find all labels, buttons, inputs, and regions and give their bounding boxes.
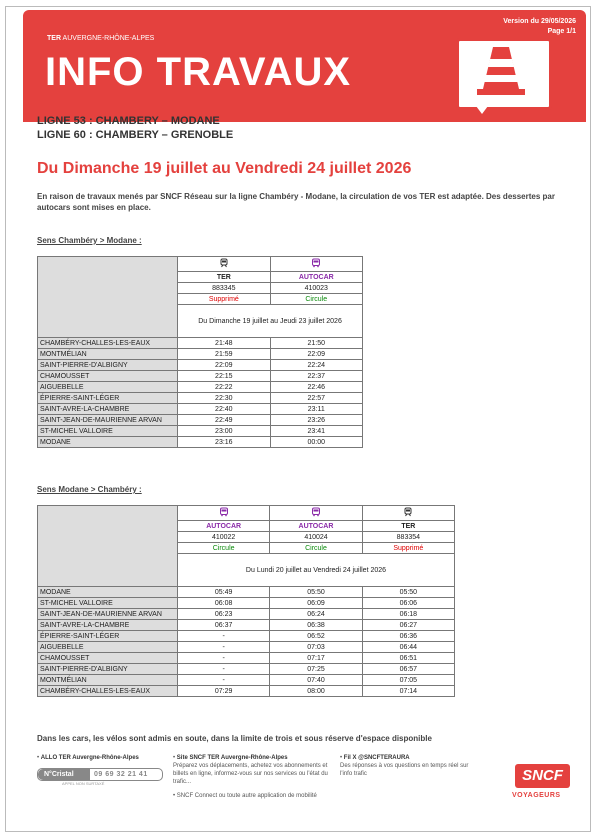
bike-note: Dans les cars, les vélos sont admis en soute, dans la limite de trois et sous réserve d'espace disponible — [37, 734, 432, 743]
brand-label: TER AUVERGNE-RHÔNE-ALPES — [47, 35, 155, 42]
station-name: SAINT-AVRE-LA-CHAMBRE — [38, 404, 178, 415]
cristal-number: N°Cristal 09 69 32 21 41 — [37, 768, 163, 781]
table-row — [38, 653, 455, 664]
time-cell: 07:14 — [362, 686, 454, 697]
time-cell: 05:49 — [177, 587, 269, 598]
time-cell: 05:50 — [362, 587, 454, 598]
time-cell: 06:52 — [270, 631, 362, 642]
train-number: 410022 — [177, 532, 269, 543]
site-info: • Site SNCF TER Auvergne-Rhône-Alpes Préparez vos déplacements, achetez vos abonnements et billets en ligne, informez-vous sur nos services ou l'état du trafic... • SNCF Connect ou toute autre application de mobilité — [173, 755, 328, 799]
line-60: LIGNE 60 : CHAMBERY – GRENOBLE — [37, 129, 234, 141]
station-name: ST-MICHEL VALLOIRE — [38, 598, 178, 609]
time-cell: 23:41 — [270, 426, 362, 437]
fil-info: • Fil X @SNCFTERAURA Des réponses à vos questions en temps réel sur l'info trafic — [340, 755, 469, 777]
column-mode: AUTOCAR — [177, 521, 269, 532]
page-title: INFO TRAVAUX — [45, 50, 352, 94]
allo-ter: • ALLO TER Auvergne-Rhône-Alpes — [37, 755, 139, 761]
phone-icon: N°Cristal — [38, 769, 90, 780]
bus-icon — [270, 257, 362, 272]
time-cell: - — [177, 675, 269, 686]
time-cell: 21:59 — [178, 349, 270, 360]
status-badge: Circule — [270, 543, 362, 554]
table-row — [38, 598, 455, 609]
time-cell: 22:37 — [270, 371, 362, 382]
time-cell: 23:16 — [178, 437, 270, 448]
time-cell: 06:09 — [270, 598, 362, 609]
status-badge: Circule — [270, 294, 362, 305]
table-row — [38, 404, 363, 415]
station-name: ÉPIERRE-SAINT-LÉGER — [38, 631, 178, 642]
time-cell: 23:26 — [270, 415, 362, 426]
station-name: CHAMOUSSET — [38, 653, 178, 664]
train-number: 883345 — [178, 283, 270, 294]
station-name: AIGUEBELLE — [38, 642, 178, 653]
fil-link[interactable]: Fil X @SNCFTERAURA — [343, 755, 410, 761]
time-cell: 22:15 — [178, 371, 270, 382]
time-cell: 00:00 — [270, 437, 362, 448]
time-cell: 21:50 — [270, 338, 362, 349]
station-name: SAINT-AVRE-LA-CHAMBRE — [38, 620, 178, 631]
train-icon — [362, 506, 454, 521]
time-cell: 22:46 — [270, 382, 362, 393]
table-row — [38, 587, 455, 598]
time-cell: 22:09 — [178, 360, 270, 371]
cristal-sub: APPEL NON SURTAXÉ — [62, 781, 105, 786]
date-range-title: Du Dimanche 19 juillet au Vendredi 24 juillet 2026 — [37, 160, 412, 177]
version-date: Version du 29/05/2026 — [503, 18, 576, 25]
timetable-chambery-modane — [37, 256, 363, 448]
time-cell: 22:09 — [270, 349, 362, 360]
time-cell: - — [177, 653, 269, 664]
station-name: ST-MICHEL VALLOIRE — [38, 426, 178, 437]
period-label: Du Dimanche 19 juillet au Jeudi 23 juillet 2026 — [178, 305, 363, 338]
sncf-logo: SNCF — [515, 764, 570, 788]
time-cell: 23:11 — [270, 404, 362, 415]
traffic-cone-icon — [456, 38, 552, 110]
column-mode: TER — [362, 521, 454, 532]
status-badge: Circule — [177, 543, 269, 554]
time-cell: 06:51 — [362, 653, 454, 664]
column-mode: AUTOCAR — [270, 521, 362, 532]
train-number: 410023 — [270, 283, 362, 294]
station-name: SAINT-PIERRE-D'ALBIGNY — [38, 664, 178, 675]
table-row — [38, 620, 455, 631]
status-badge: Supprimé — [362, 543, 454, 554]
time-cell: 05:50 — [270, 587, 362, 598]
section-heading-modane-chambery: Sens Modane > Chambéry : — [37, 485, 142, 494]
table-row — [38, 664, 455, 675]
section-heading-chambery-modane: Sens Chambéry > Modane : — [37, 236, 142, 245]
timetable-modane-chambery — [37, 505, 455, 697]
time-cell: 06:18 — [362, 609, 454, 620]
time-cell: 22:22 — [178, 382, 270, 393]
bus-icon — [177, 506, 269, 521]
time-cell: 23:00 — [178, 426, 270, 437]
period-label: Du Lundi 20 juillet au Vendredi 24 juillet 2026 — [177, 554, 454, 587]
station-name: MONTMÉLIAN — [38, 349, 178, 360]
table-row — [38, 338, 363, 349]
train-number: 410024 — [270, 532, 362, 543]
station-name: SAINT-JEAN-DE-MAURIENNE ARVAN — [38, 415, 178, 426]
station-name: ÉPIERRE-SAINT-LÉGER — [38, 393, 178, 404]
time-cell: 06:38 — [270, 620, 362, 631]
time-cell: - — [177, 642, 269, 653]
station-name: MODANE — [38, 587, 178, 598]
train-icon — [178, 257, 270, 272]
time-cell: 07:29 — [177, 686, 269, 697]
table-row — [38, 642, 455, 653]
time-cell: 06:24 — [270, 609, 362, 620]
table-row — [38, 393, 363, 404]
time-cell: 07:40 — [270, 675, 362, 686]
station-name: MODANE — [38, 437, 178, 448]
table-row — [38, 631, 455, 642]
time-cell: 06:36 — [362, 631, 454, 642]
voyageurs-label: VOYAGEURS — [512, 792, 561, 799]
time-cell: 07:17 — [270, 653, 362, 664]
time-cell: 22:57 — [270, 393, 362, 404]
table-row — [38, 426, 363, 437]
table-row — [38, 382, 363, 393]
station-name: MONTMÉLIAN — [38, 675, 178, 686]
site-link[interactable]: Site SNCF TER Auvergne-Rhône-Alpes — [176, 755, 288, 761]
table-row — [38, 686, 455, 697]
time-cell: 07:05 — [362, 675, 454, 686]
table-row — [38, 609, 455, 620]
table-row — [38, 437, 363, 448]
table-row — [38, 360, 363, 371]
train-number: 883354 — [362, 532, 454, 543]
table-row — [38, 415, 363, 426]
time-cell: 07:25 — [270, 664, 362, 675]
station-name: CHAMBÉRY-CHALLES-LES-EAUX — [38, 686, 178, 697]
time-cell: 06:23 — [177, 609, 269, 620]
time-cell: 22:24 — [270, 360, 362, 371]
time-cell: 06:06 — [362, 598, 454, 609]
table-row — [38, 371, 363, 382]
time-cell: 21:48 — [178, 338, 270, 349]
time-cell: 06:57 — [362, 664, 454, 675]
time-cell: 22:49 — [178, 415, 270, 426]
connect-link[interactable]: SNCF Connect ou toute autre application de mobilité — [176, 793, 317, 799]
time-cell: 07:03 — [270, 642, 362, 653]
version-info — [503, 17, 576, 37]
time-cell: - — [177, 631, 269, 642]
time-cell: 06:37 — [177, 620, 269, 631]
time-cell: 22:30 — [178, 393, 270, 404]
line-53: LIGNE 53 : CHAMBERY – MODANE — [37, 115, 220, 127]
time-cell: 22:40 — [178, 404, 270, 415]
bus-icon — [270, 506, 362, 521]
speech-tail — [473, 102, 491, 114]
time-cell: 06:44 — [362, 642, 454, 653]
time-cell: 06:08 — [177, 598, 269, 609]
status-badge: Supprimé — [178, 294, 270, 305]
table-row — [38, 675, 455, 686]
column-mode: AUTOCAR — [270, 272, 362, 283]
time-cell: 06:27 — [362, 620, 454, 631]
column-mode: TER — [178, 272, 270, 283]
time-cell: 08:00 — [270, 686, 362, 697]
station-name: SAINT-PIERRE-D'ALBIGNY — [38, 360, 178, 371]
table-row — [38, 349, 363, 360]
bullet-icon: • — [37, 755, 41, 761]
station-name: CHAMBÉRY-CHALLES-LES-EAUX — [38, 338, 178, 349]
station-name: SAINT-JEAN-DE-MAURIENNE ARVAN — [38, 609, 178, 620]
page-number: Page 1/1 — [547, 28, 576, 35]
time-cell: - — [177, 664, 269, 675]
station-name: CHAMOUSSET — [38, 371, 178, 382]
intro-text: En raison de travaux menés par SNCF Réseau sur la ligne Chambéry - Modane, la circulation de vos TER est adaptée. Des dessertes par autocars sont mises en place. — [37, 192, 555, 212]
station-name: AIGUEBELLE — [38, 382, 178, 393]
line-list — [37, 114, 233, 142]
